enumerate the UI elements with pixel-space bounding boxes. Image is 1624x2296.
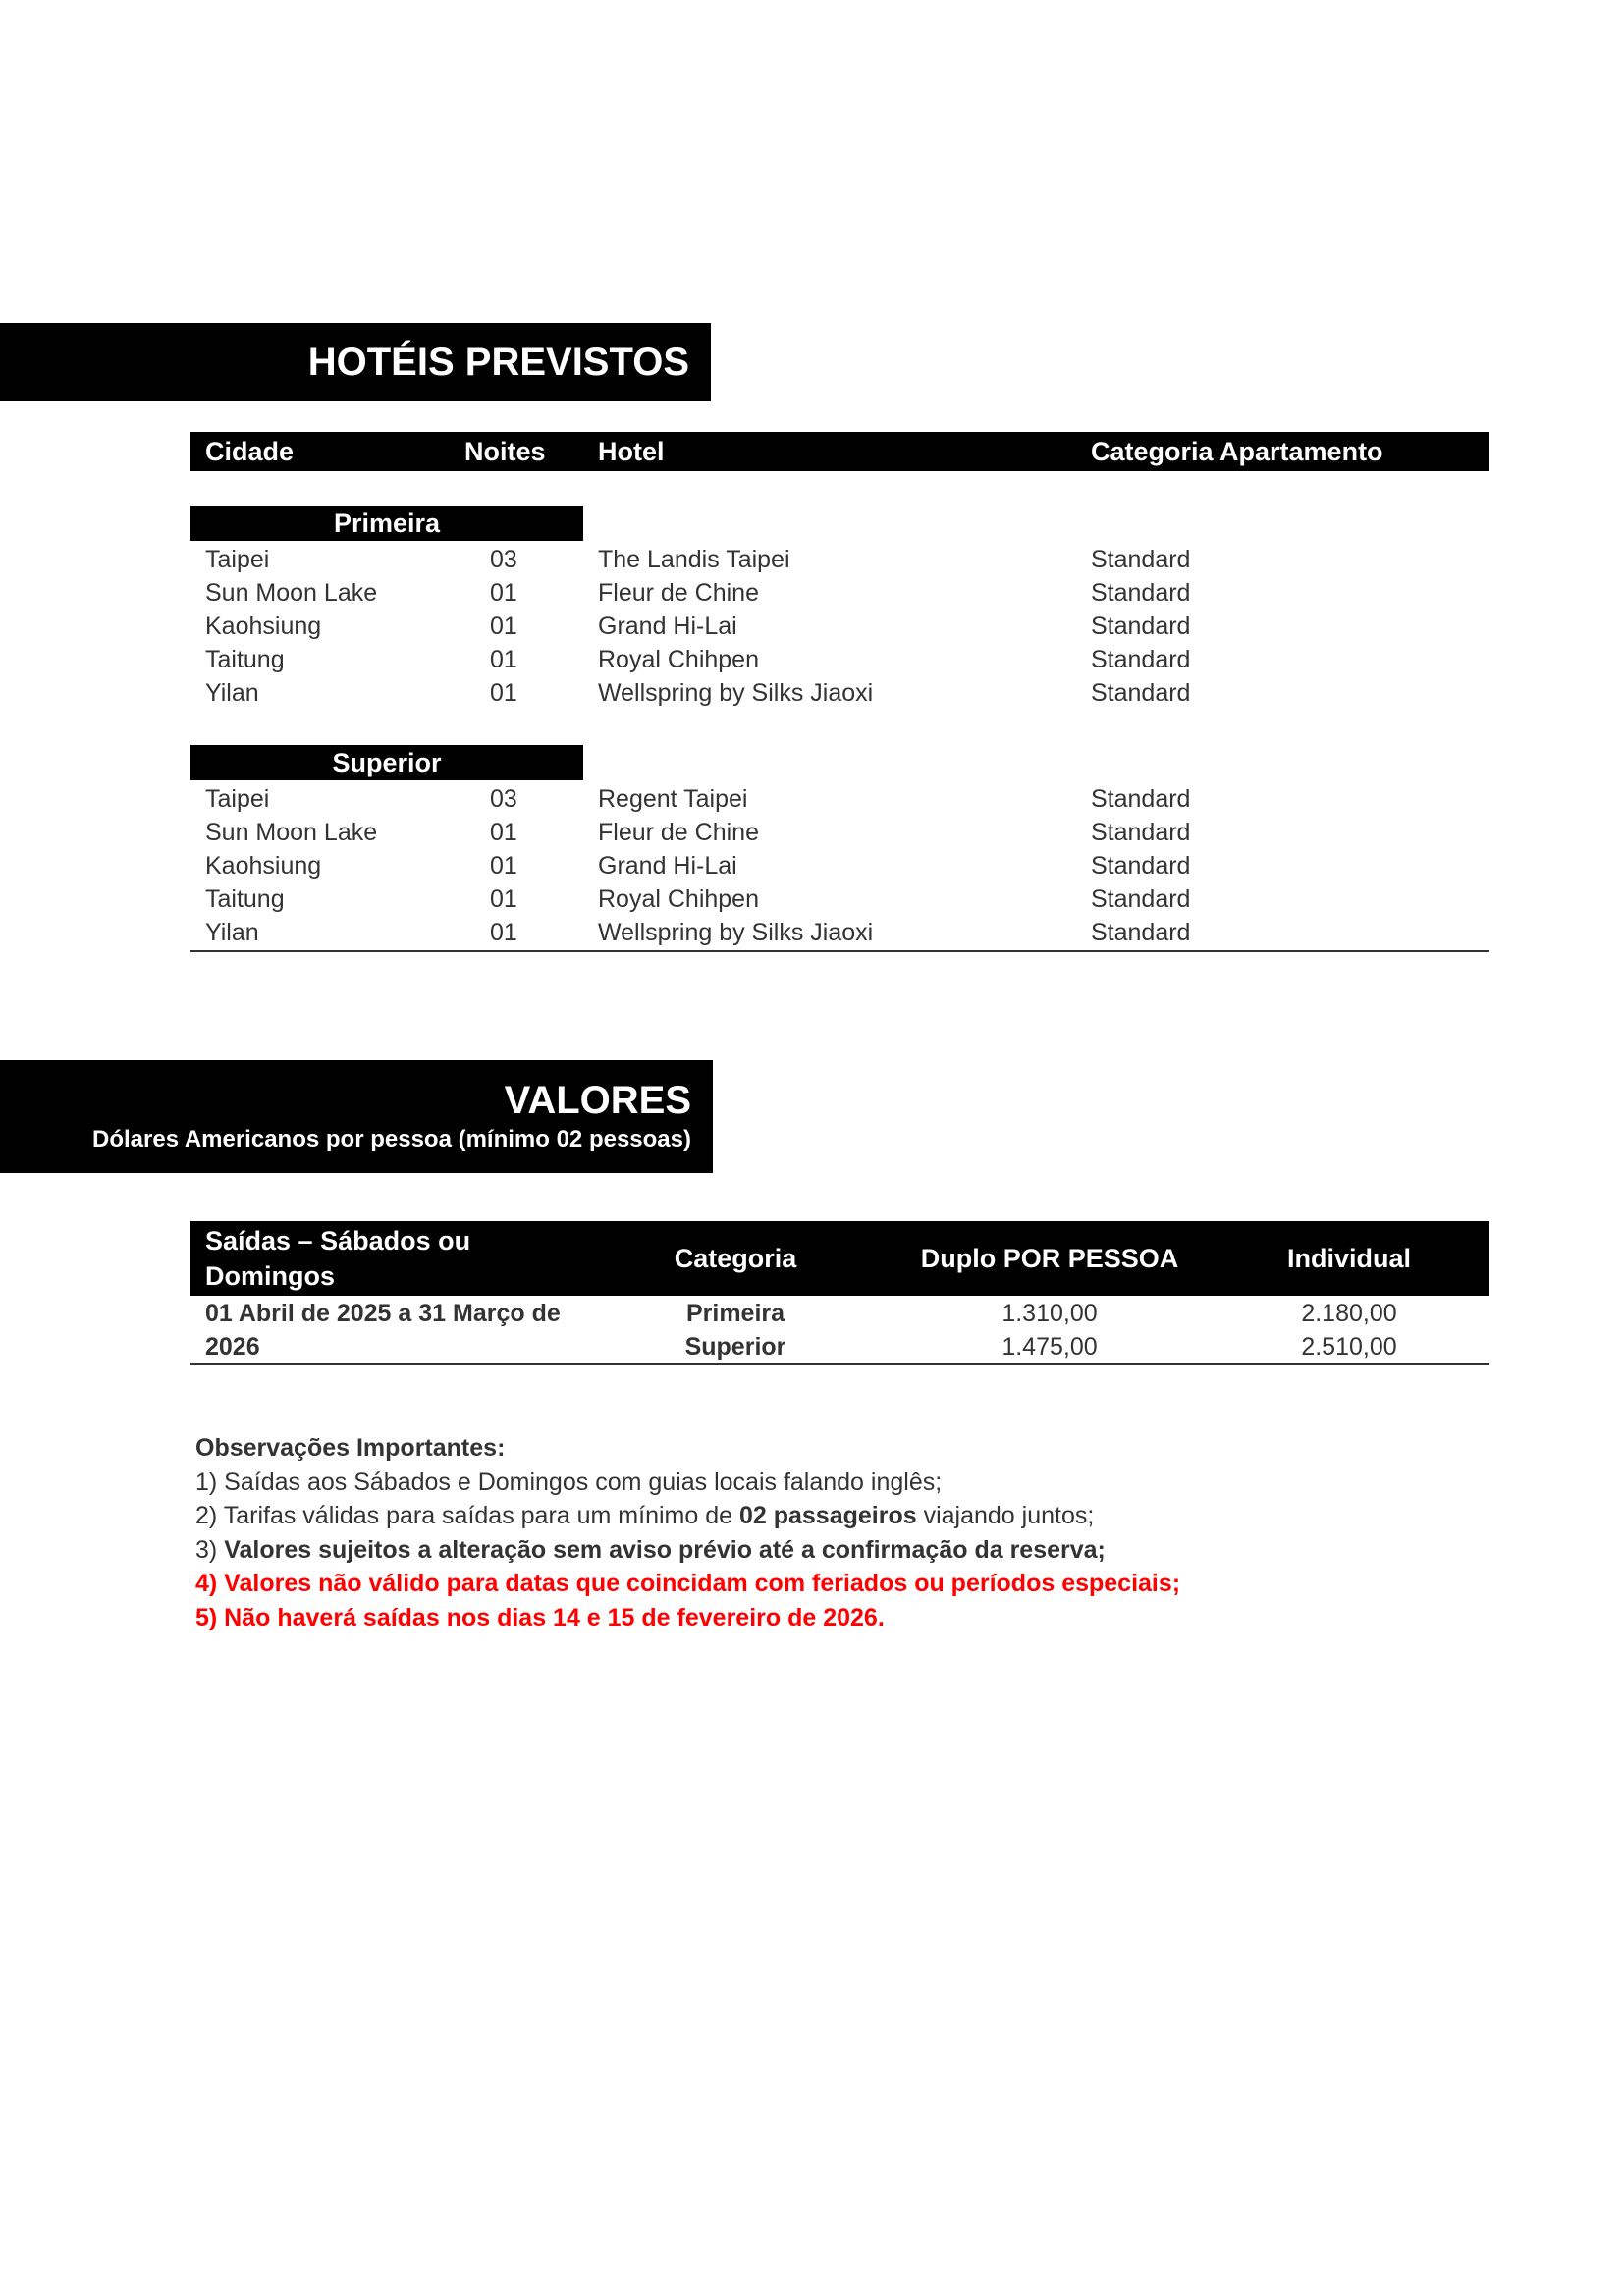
note-3-text: Valores sujeitos a alteração sem aviso prévio até a confirmação da reserva; — [224, 1535, 1106, 1564]
hotel-name: Royal Chihpen — [598, 885, 759, 913]
col-single: Individual — [1286, 1243, 1411, 1273]
room-category: Standard — [1091, 613, 1191, 640]
price-single: 2.180,00 — [1301, 1300, 1397, 1327]
room-category: Standard — [1091, 679, 1191, 707]
note-3 — [195, 1533, 1180, 1568]
room-category: Standard — [1091, 852, 1191, 880]
period-line1: 01 Abril de 2025 a 31 Março de — [205, 1300, 561, 1327]
hotel-name: Fleur de Chine — [598, 819, 759, 846]
hotel-name: Regent Taipei — [598, 785, 748, 813]
values-banner — [0, 1060, 713, 1173]
room-category: Standard — [1091, 546, 1191, 573]
group-label-superior: Superior — [190, 745, 583, 780]
city: Yilan — [205, 919, 259, 946]
note-2-emphasis: 02 passageiros — [738, 1502, 917, 1529]
room-category: Standard — [1091, 579, 1191, 607]
city: Taitung — [205, 885, 285, 913]
values-title: VALORES — [504, 1079, 691, 1122]
values-table-bottom-rule — [190, 1363, 1489, 1365]
hotel-name: Royal Chihpen — [598, 646, 759, 673]
table-row — [190, 916, 1489, 949]
table-row — [190, 816, 1489, 849]
hotel-name: Wellspring by Silks Jiaoxi — [598, 919, 874, 946]
hotel-name: Fleur de Chine — [598, 579, 759, 607]
table-row — [190, 882, 1489, 916]
table-row — [190, 543, 1489, 576]
col-city: Cidade — [205, 436, 295, 466]
hotels-table-header — [190, 432, 1489, 471]
city: Taitung — [205, 646, 285, 673]
values-table-header — [190, 1221, 1489, 1296]
nights: 01 — [490, 852, 517, 880]
hotels-table-bottom-rule — [190, 950, 1489, 952]
col-departures — [205, 1221, 470, 1296]
table-row — [190, 610, 1489, 643]
important-notes — [195, 1431, 1180, 1634]
nights: 01 — [490, 579, 517, 607]
col-double: Duplo POR PESSOA — [920, 1243, 1179, 1273]
nights: 01 — [490, 885, 517, 913]
price-double: 1.310,00 — [1001, 1300, 1098, 1327]
price-single: 2.510,00 — [1301, 1333, 1397, 1361]
note-5: 5) Não haverá saídas nos dias 14 e 15 de fevereiro de 2026. — [195, 1603, 885, 1631]
city: Yilan — [205, 679, 259, 707]
nights: 01 — [490, 679, 517, 707]
table-row — [190, 782, 1489, 816]
note-3-number: 3) — [195, 1535, 225, 1564]
group-label-primeira: Primeira — [190, 506, 583, 541]
room-category: Standard — [1091, 919, 1191, 946]
hotel-name: Wellspring by Silks Jiaoxi — [598, 679, 874, 707]
note-4: 4) Valores não válido para datas que coincidam com feriados ou períodos especiais; — [195, 1570, 1181, 1597]
nights: 03 — [490, 546, 517, 573]
room-category: Standard — [1091, 819, 1191, 846]
room-category: Standard — [1091, 785, 1191, 813]
hotels-banner — [0, 323, 711, 401]
values-subtitle: Dólares Americanos por pessoa (mínimo 02 pessoas) — [92, 1126, 691, 1152]
note-2-text: 2) Tarifas válidas para saídas para um mínimo de — [195, 1502, 739, 1529]
col-nights: Noites — [464, 436, 546, 466]
col-departures-line1: Saídas – Sábados ou — [205, 1226, 471, 1255]
period-line2: 2026 — [205, 1333, 260, 1361]
notes-title: Observações Importantes: — [195, 1434, 506, 1462]
hotels-title: HOTÉIS PREVISTOS — [307, 340, 689, 384]
hotel-name: Grand Hi-Lai — [598, 852, 737, 880]
nights: 03 — [490, 785, 517, 813]
col-hotel: Hotel — [598, 436, 665, 466]
hotel-name: The Landis Taipei — [598, 546, 790, 573]
nights: 01 — [490, 919, 517, 946]
table-row — [190, 676, 1489, 710]
table-row — [190, 576, 1489, 610]
col-category: Categoria — [674, 1243, 797, 1273]
table-row — [190, 849, 1489, 882]
price-category: Superior — [684, 1333, 786, 1361]
city: Kaohsiung — [205, 852, 322, 880]
note-2 — [195, 1499, 1180, 1533]
city: Sun Moon Lake — [205, 819, 378, 846]
nights: 01 — [490, 819, 517, 846]
city: Taipei — [205, 546, 270, 573]
col-departures-line2: Domingos — [205, 1261, 335, 1291]
table-row — [190, 643, 1489, 676]
city: Sun Moon Lake — [205, 579, 378, 607]
note-1: 1) Saídas aos Sábados e Domingos com guias locais falando inglês; — [195, 1468, 943, 1496]
city: Kaohsiung — [205, 613, 322, 640]
col-room-category: Categoria Apartamento — [1091, 436, 1383, 466]
price-double: 1.475,00 — [1001, 1333, 1098, 1361]
note-2-text-end: viajando juntos; — [916, 1502, 1095, 1529]
room-category: Standard — [1091, 646, 1191, 673]
nights: 01 — [490, 646, 517, 673]
room-category: Standard — [1091, 885, 1191, 913]
price-category: Primeira — [685, 1300, 785, 1327]
hotel-name: Grand Hi-Lai — [598, 613, 737, 640]
city: Taipei — [205, 785, 270, 813]
nights: 01 — [490, 613, 517, 640]
